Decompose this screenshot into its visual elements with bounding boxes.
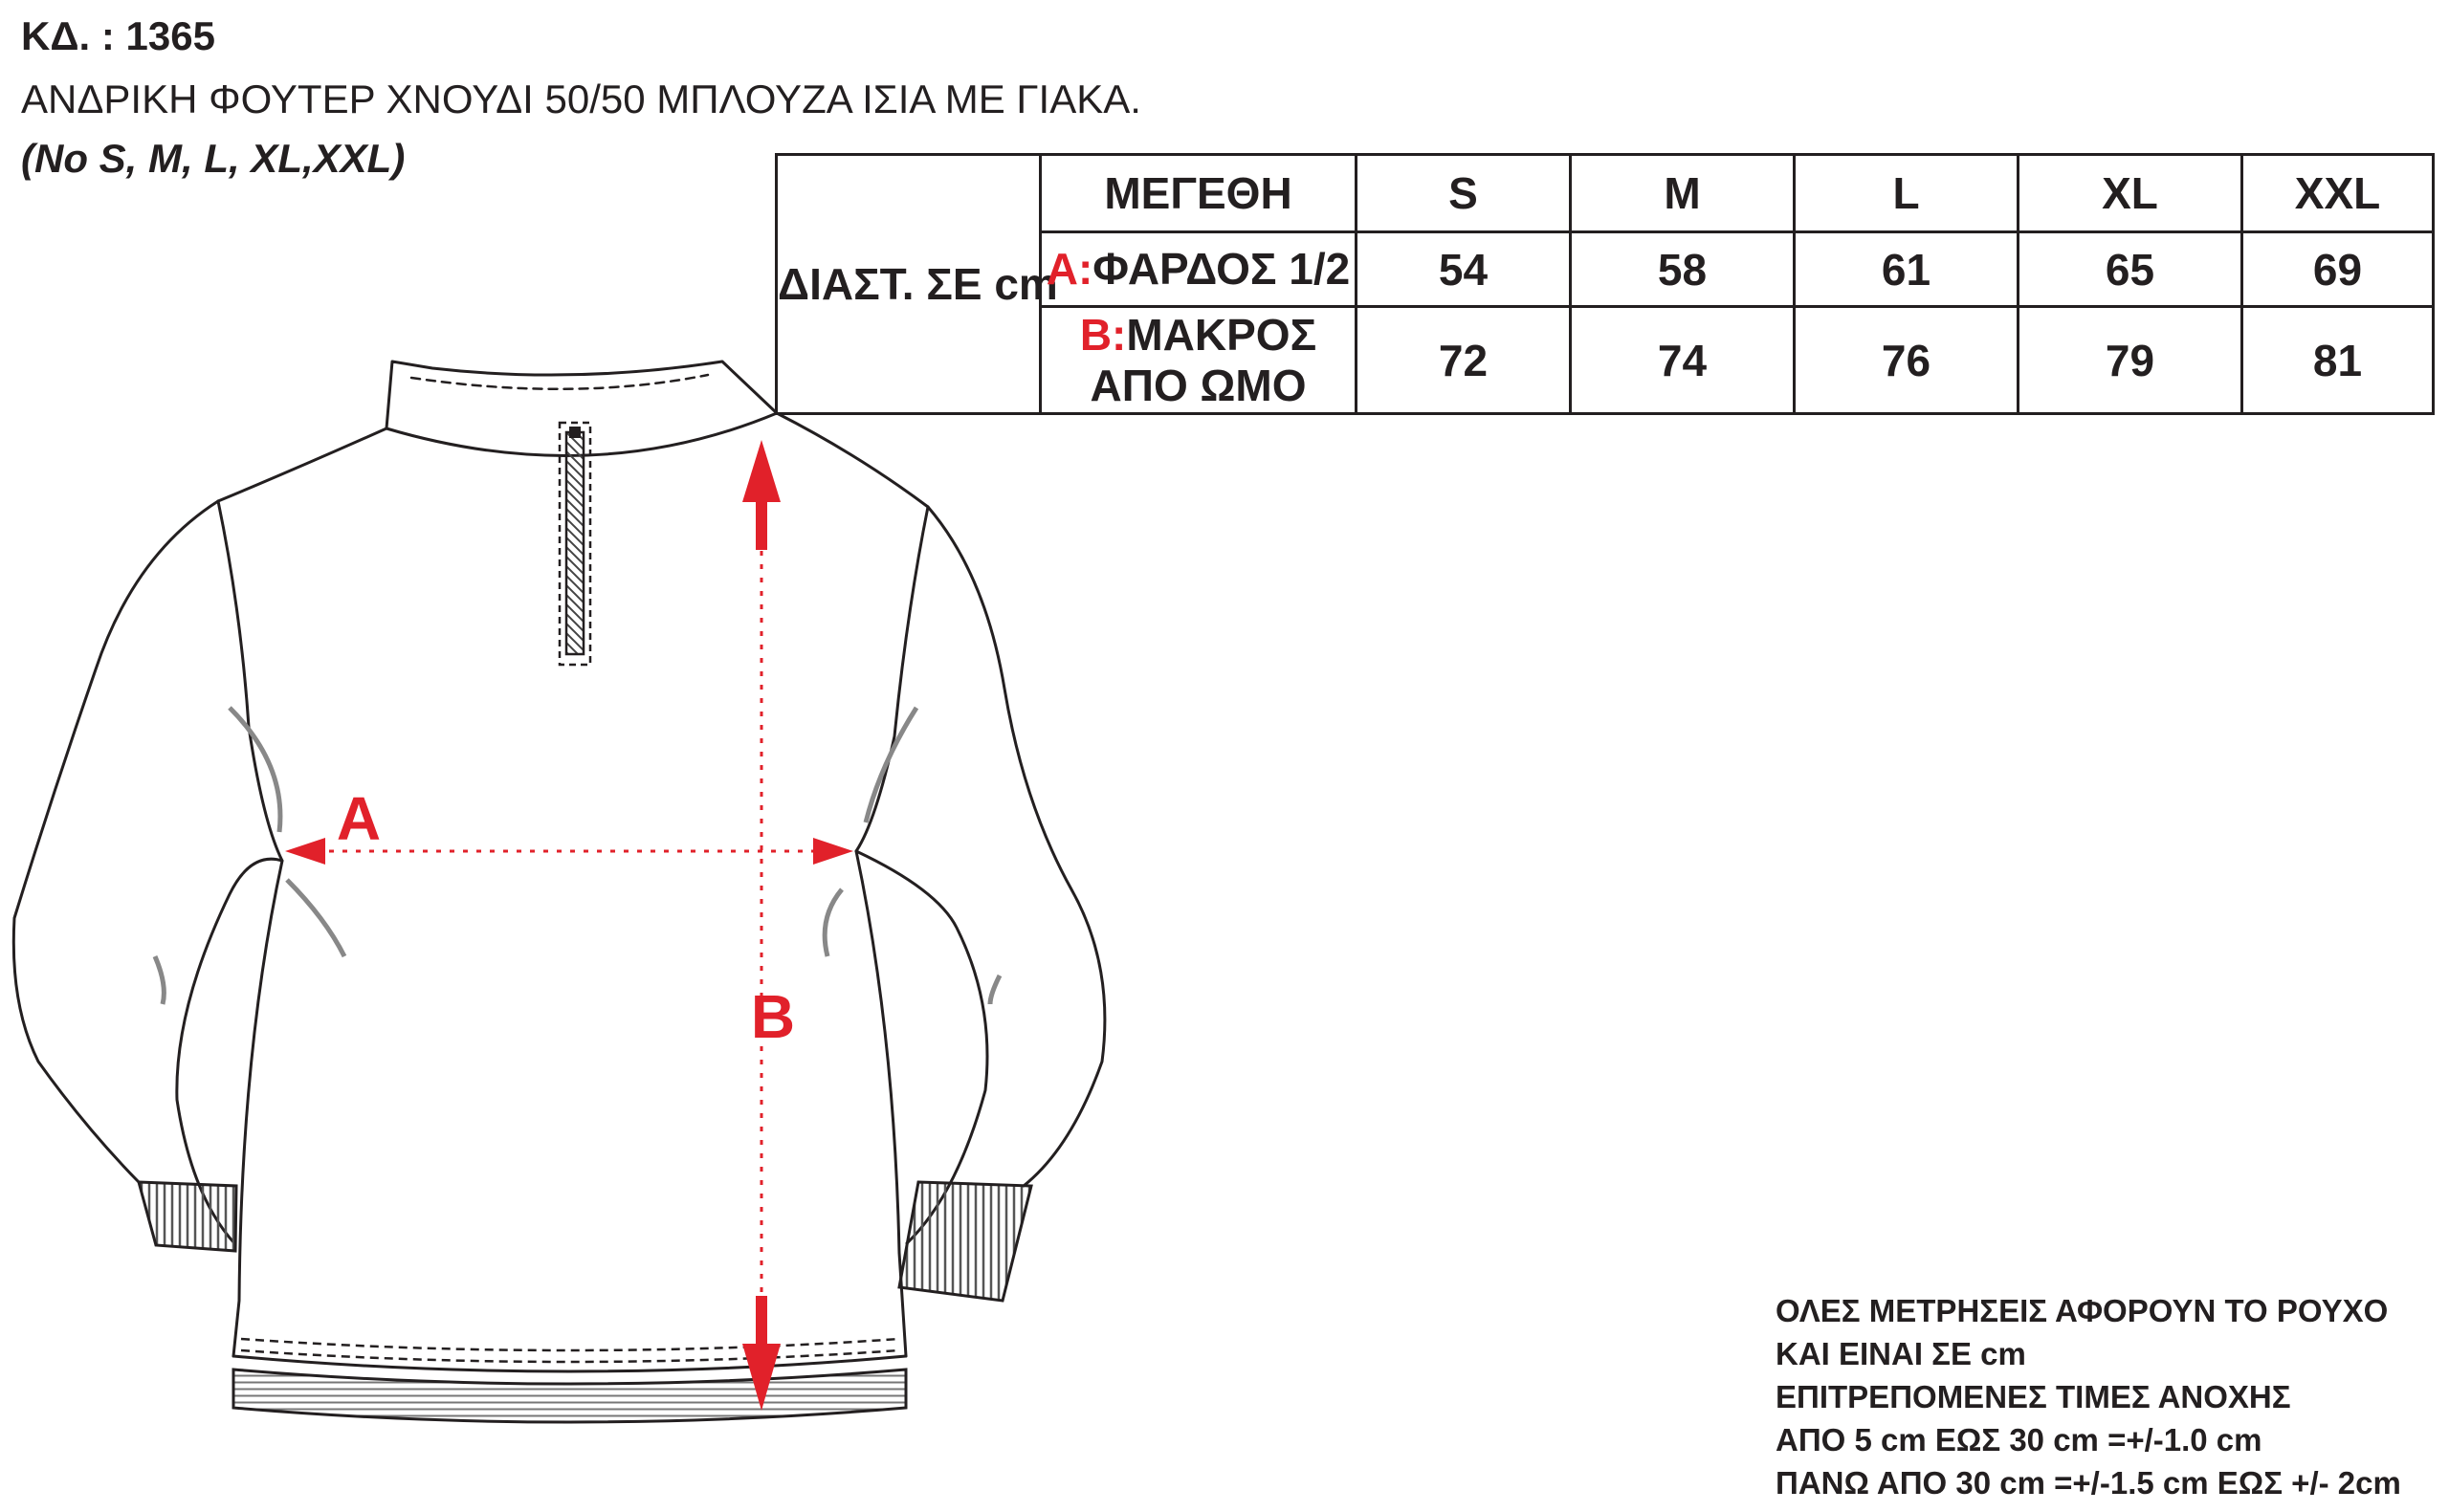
measure-letter: B: (1079, 309, 1127, 360)
note-line: ΠΑΝΩ ΑΠΟ 30 cm =+/-1.5 cm ΕΩΣ +/- 2cm (1776, 1465, 2401, 1501)
note-line: ΑΠΟ 5 cm ΕΩΣ 30 cm =+/-1.0 cm (1776, 1422, 2262, 1457)
elbow-fold-left (155, 956, 164, 1004)
left-cuff (139, 1182, 236, 1251)
table-title: ΜΕΓΕΘΗ (1041, 155, 1357, 232)
left-fold-shading (230, 708, 344, 956)
sizes-note: (No S, M, L, XL,XXL) (21, 136, 406, 181)
note-line: ΚΑΙ ΕΙΝΑΙ ΣΕ cm (1776, 1336, 2026, 1371)
size-header: L (1795, 155, 2019, 232)
hem-stitch-2 (241, 1350, 899, 1362)
left-shoulder (218, 428, 386, 501)
elbow-fold-right (990, 975, 1000, 1004)
dimension-unit-label: ΔΙΑΣΤ. ΣΕ cm (777, 155, 1041, 414)
table-cell: 74 (1571, 307, 1795, 414)
collar-stitch (411, 375, 708, 389)
note-line: ΕΠΙΤΡΕΠΟΜΕΝΕΣ ΤΙΜΕΣ ΑΝΟΧΗΣ (1776, 1379, 2291, 1414)
table-cell: 58 (1571, 232, 1795, 307)
measure-b-label: B (750, 982, 796, 1051)
table-cell: 54 (1357, 232, 1571, 307)
table-cell: 81 (2242, 307, 2434, 414)
hem-rib-band (233, 1370, 906, 1422)
table-cell: 61 (1795, 232, 2019, 307)
size-header: XXL (2242, 155, 2434, 232)
hem-line (233, 1356, 906, 1371)
table-cell: 69 (2242, 232, 2434, 307)
hem-stitch-1 (241, 1339, 899, 1350)
measure-name: ΜΑΚΡΟΣ ΑΠΟ ΩΜΟ (1090, 309, 1317, 410)
size-header: XL (2019, 155, 2242, 232)
table-cell: 76 (1795, 307, 2019, 414)
right-shoulder (777, 413, 928, 507)
measure-name: ΦΑΡΔΟΣ 1/2 (1092, 244, 1351, 295)
zipper (560, 423, 590, 665)
size-header: M (1571, 155, 1795, 232)
measure-b-arrow (742, 440, 781, 1411)
measure-a-label: A (336, 784, 382, 853)
product-description: ΑΝΔΡΙΚΗ ΦΟΥΤΕΡ ΧΝΟΥΔΙ 50/50 ΜΠΛΟΥΖΑ ΙΣΙΑ ΜΕ ΓΙΑΚΑ. (21, 77, 1141, 121)
note-line: ΟΛΕΣ ΜΕΤΡΗΣΕΙΣ ΑΦΟΡΟΥΝ ΤΟ ΡΟΥΧΟ (1776, 1293, 2389, 1328)
measure-letter: A: (1046, 244, 1093, 295)
table-cell: 65 (2019, 232, 2242, 307)
product-code: ΚΔ. : 1365 (21, 13, 215, 58)
left-sleeve (13, 501, 282, 1243)
size-header: S (1357, 155, 1571, 232)
tolerance-notes (1776, 1289, 2401, 1504)
right-cuff (899, 1182, 1031, 1301)
table-cell: 72 (1357, 307, 1571, 414)
table-cell: 79 (2019, 307, 2242, 414)
right-fold-shading (825, 708, 916, 956)
